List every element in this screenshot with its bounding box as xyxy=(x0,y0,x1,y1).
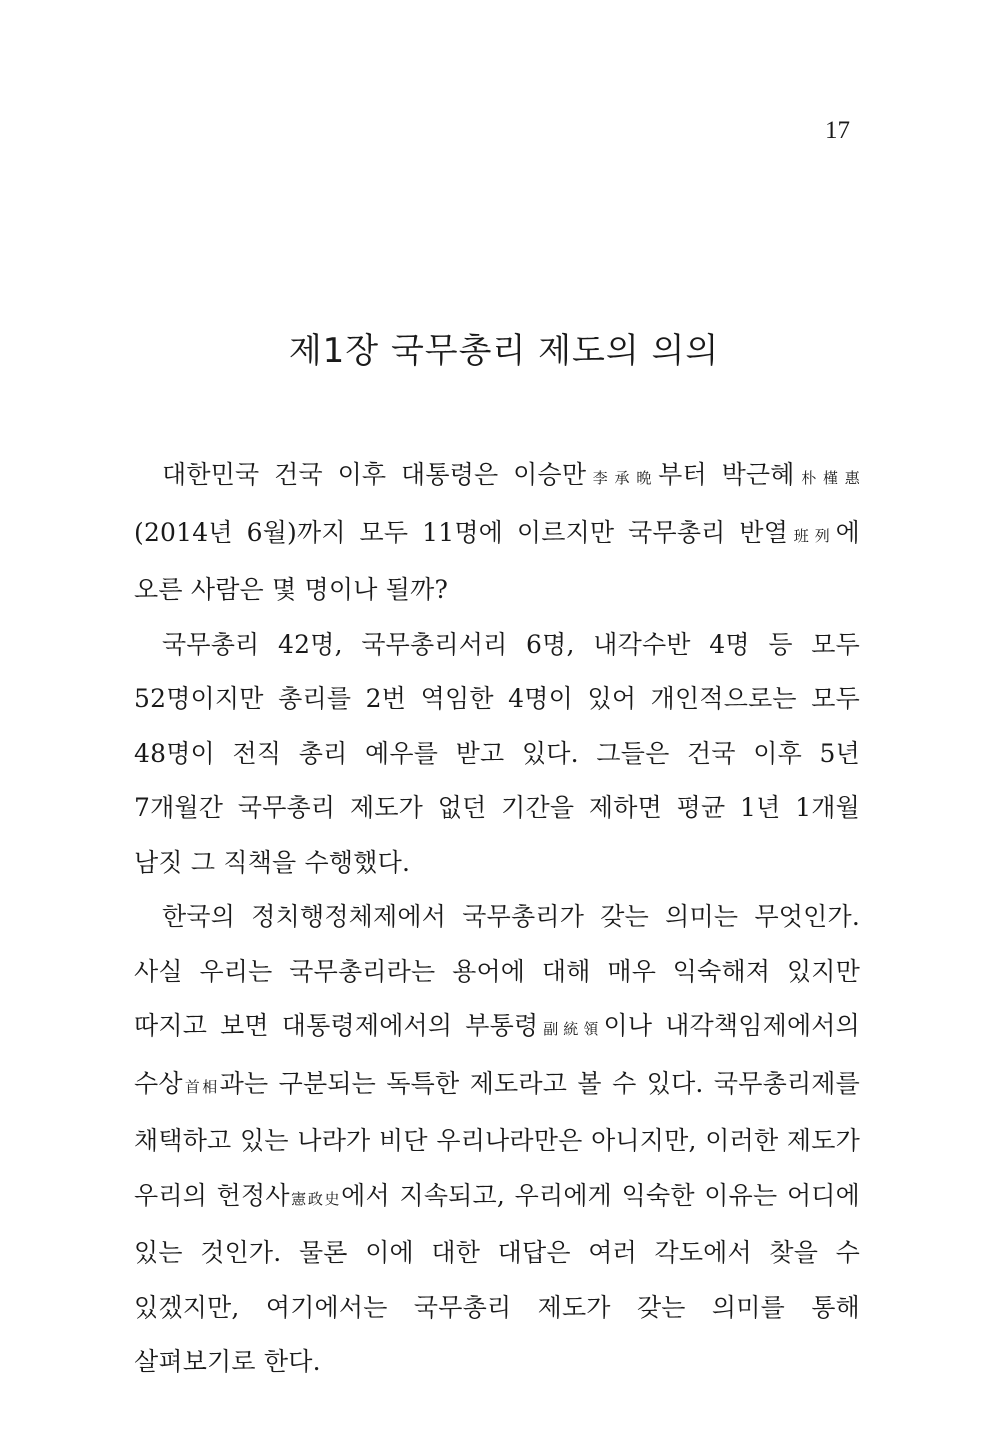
paragraph-2 xyxy=(134,618,860,891)
page-number: 17 xyxy=(825,117,850,144)
text-segment: 과는 구분되는 독특한 제도라고 볼 수 있다. 국무총리제를 채택하고 있는 나라가 비단 우리나라만은 아니지만, 이러한 제도가 우리의 헌정사 xyxy=(134,1068,860,1210)
hanja-annotation: 首相 xyxy=(182,1077,220,1096)
text-segment: (2014년 6월)까지 모두 11명에 이르지만 국무총리 반열 xyxy=(134,517,789,547)
hanja-annotation: 班列 xyxy=(788,526,836,545)
paragraph-1 xyxy=(134,448,860,618)
text-segment: 에서 지속되고, 우리에게 익숙한 이유는 어디에 있는 것인가. 물론 이에 대한 대답은 여러 각도에서 찾을 수 있겠지만, 여기에서는 국무총리 제도가 갖는 의미를 통해 살펴보기로 한다. xyxy=(134,1180,861,1376)
hanja-annotation: 副統領 xyxy=(538,1020,604,1038)
text-segment: 이나 내각책임제에서의 수상 xyxy=(134,1011,860,1098)
hanja-annotation: 朴槿惠 xyxy=(794,469,860,487)
chapter-title: 제1장 국무총리 제도의 의의 xyxy=(288,330,720,371)
paragraph-3 xyxy=(134,890,860,1390)
text-segment: 에 오른 사람은 몇 명이나 될까? xyxy=(134,517,860,604)
text-segment: 대한민국 건국 이후 대통령은 이승만 xyxy=(162,460,587,489)
text-segment: 국무총리 42명, 국무총리서리 6명, 내각수반 4명 등 모두 52명이지만 총리를 2번 역임한 4명이 있어 개인적으로는 모두 48명이 전직 총리 예우를 받고 있다. 그들은 건국 이후 5년 7개월간 국무총리 제도가 없던 기간을 제하면 평균 1년 1개월 남짓 그 직책을 수행했다. xyxy=(134,629,860,877)
text-segment: 부터 박근혜 xyxy=(658,460,795,489)
hanja-annotation: 憲政史 xyxy=(289,1189,342,1208)
body-text xyxy=(134,448,860,1390)
text-segment: 한국의 정치행정체제에서 국무총리가 갖는 의미는 무엇인가. 사실 우리는 국무총리라는 용어에 대해 매우 익숙해져 있지만 따지고 보면 대통령제에서의 부통령 xyxy=(134,902,860,1040)
hanja-annotation: 李承晩 xyxy=(586,469,659,487)
